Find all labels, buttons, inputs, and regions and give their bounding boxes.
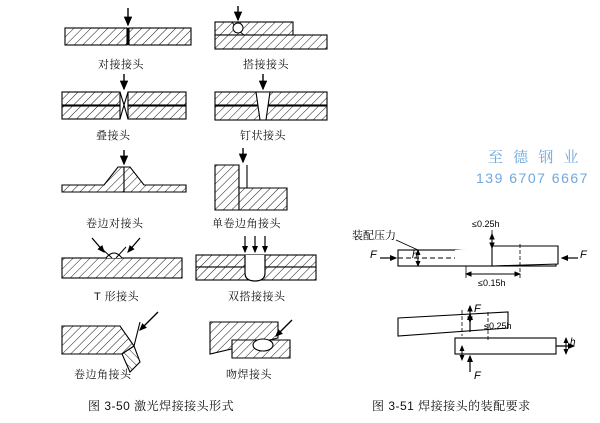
thickness-bottom-label: h: [570, 337, 576, 348]
gap-bottom-annotation: ≤0.25h: [484, 321, 512, 331]
watermark-phone: 139 6707 6667: [476, 170, 589, 186]
force-bottom-down-label: F: [474, 370, 481, 382]
joint-label-flanged-butt: 卷边对接头: [86, 218, 144, 230]
figure-right-caption: 图 3-51 焊接接头的装配要求: [372, 399, 531, 413]
joint-label-butt: 对接接头: [98, 59, 144, 71]
offset-top-annotation: ≤0.15h: [478, 278, 506, 288]
joint-label-lap: 搭接接头: [243, 59, 289, 71]
joint-label-double-lap: 双搭接接头: [228, 291, 286, 303]
watermark-company: 至 德 钢 业: [488, 149, 582, 166]
assembly-pressure-label: 装配压力: [352, 230, 396, 242]
joint-label-kiss-weld: 吻焊接头: [226, 369, 272, 381]
force-left-top-label: F: [370, 249, 377, 261]
joint-label-flanged-corner: 卷边角接头: [74, 369, 132, 381]
force-right-top-label: F: [580, 249, 587, 261]
figure-left-caption: 图 3-50 激光焊接接头形式: [88, 399, 235, 413]
force-bottom-up-label: F: [474, 303, 481, 315]
joint-label-single-flanged-corner: 单卷边角接头: [212, 218, 281, 230]
gap-top-annotation: ≤0.25h: [472, 219, 500, 229]
joint-label-tee: T 形接头: [94, 291, 140, 303]
joint-label-nail: 钉状接头: [240, 130, 286, 142]
thickness-top-label: h: [412, 250, 418, 261]
joint-label-stacked: 叠接头: [96, 130, 131, 142]
